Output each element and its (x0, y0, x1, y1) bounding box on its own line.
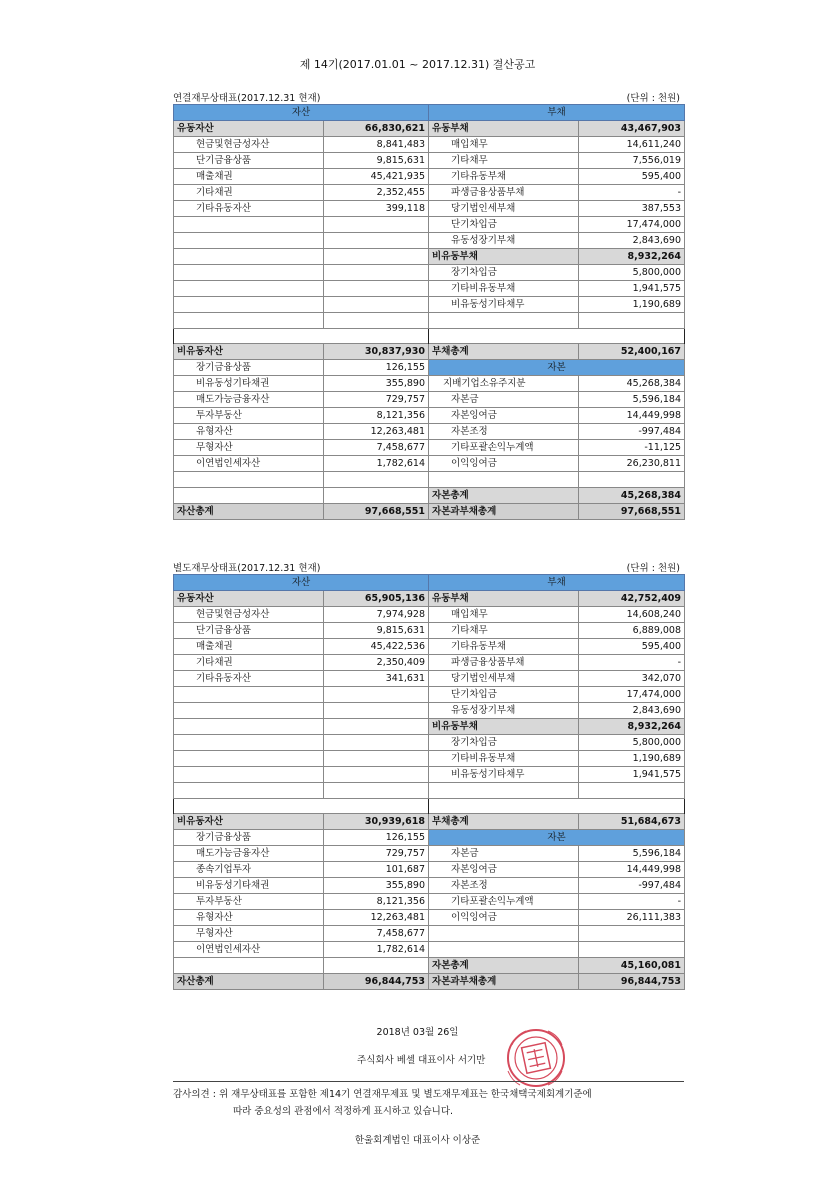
liability-label: 비유동성기타채무 (429, 767, 579, 783)
asset-label (174, 217, 324, 233)
table-row (174, 472, 685, 488)
row-gap (174, 328, 429, 344)
asset-amount: 1,782,614 (324, 942, 429, 958)
asset-label: 기타유동자산 (174, 671, 324, 687)
liability-amount (579, 783, 685, 799)
liability-label (429, 783, 579, 799)
table-row (174, 169, 685, 185)
balance-table (173, 574, 685, 990)
liability-amount: 1,190,689 (579, 297, 685, 313)
asset-label: 기타유동자산 (174, 201, 324, 217)
liability-amount: 14,449,998 (579, 862, 685, 878)
asset-label: 이연법인세자산 (174, 942, 324, 958)
asset-amount: 8,841,483 (324, 137, 429, 153)
table-row (174, 926, 685, 942)
table-row (174, 408, 685, 424)
table-row (174, 440, 685, 456)
liability-amount: 8,932,264 (579, 719, 685, 735)
asset-amount: 45,421,935 (324, 169, 429, 185)
liability-label: 단기차입금 (429, 217, 579, 233)
liability-amount: 43,467,903 (579, 121, 685, 137)
table-row (174, 687, 685, 703)
liability-amount: 1,941,575 (579, 767, 685, 783)
table-row (174, 878, 685, 894)
liability-label: 유동부채 (429, 591, 579, 607)
asset-amount (324, 313, 429, 329)
assets-header: 자산 (174, 575, 429, 591)
asset-label: 기타채권 (174, 185, 324, 201)
asset-amount (324, 488, 429, 504)
asset-amount: 126,155 (324, 360, 429, 376)
table-row (174, 607, 685, 623)
asset-amount (324, 233, 429, 249)
unit-label: (단위 : 천원) (626, 93, 680, 104)
asset-amount (324, 265, 429, 281)
asset-amount: 1,782,614 (324, 456, 429, 472)
total-amount: 97,668,551 (579, 504, 685, 520)
asset-label: 단기금융상품 (174, 153, 324, 169)
table-row (174, 281, 685, 297)
total-label: 자산총계 (174, 504, 324, 520)
liability-amount: 45,268,384 (579, 376, 685, 392)
liability-amount: 45,268,384 (579, 488, 685, 504)
asset-amount (324, 217, 429, 233)
asset-amount: 7,974,928 (324, 607, 429, 623)
table-row (174, 249, 685, 265)
liability-amount: 42,752,409 (579, 591, 685, 607)
asset-label (174, 233, 324, 249)
asset-label: 투자부동산 (174, 894, 324, 910)
liability-amount: -11,125 (579, 440, 685, 456)
table-row (174, 456, 685, 472)
table-row (174, 639, 685, 655)
asset-label (174, 735, 324, 751)
table-row (174, 201, 685, 217)
asset-label: 유동자산 (174, 591, 324, 607)
asset-label: 유형자산 (174, 424, 324, 440)
table-row (174, 121, 685, 137)
asset-label: 장기금융상품 (174, 830, 324, 846)
liability-label: 기타채무 (429, 623, 579, 639)
liability-amount: 52,400,167 (579, 344, 685, 360)
table-row (174, 424, 685, 440)
asset-amount: 66,830,621 (324, 121, 429, 137)
table-row (174, 313, 685, 329)
asset-amount (324, 281, 429, 297)
table-row (174, 735, 685, 751)
asset-amount: 45,422,536 (324, 639, 429, 655)
total-amount: 97,668,551 (324, 504, 429, 520)
liabilities-header: 부채 (429, 105, 685, 121)
liability-label (429, 313, 579, 329)
liability-amount: 595,400 (579, 639, 685, 655)
asset-amount (324, 297, 429, 313)
table-row (174, 265, 685, 281)
table-row (174, 297, 685, 313)
asset-label: 매출채권 (174, 169, 324, 185)
table-row (174, 814, 685, 830)
unit-label: (단위 : 천원) (626, 563, 680, 574)
balance-table (173, 104, 685, 520)
opinion-line: 따라 중요성의 관점에서 적정하게 표시하고 있습니다. (233, 1106, 454, 1117)
liability-label: 기타채무 (429, 153, 579, 169)
asset-label: 무형자산 (174, 926, 324, 942)
liability-amount: 7,556,019 (579, 153, 685, 169)
announcement-date: 2018년 03월 26일 (376, 1027, 459, 1038)
liability-amount: 14,611,240 (579, 137, 685, 153)
table-row (174, 233, 685, 249)
asset-label: 기타채권 (174, 655, 324, 671)
table-row (174, 137, 685, 153)
asset-amount: 12,263,481 (324, 424, 429, 440)
table-row (174, 798, 685, 814)
liability-label: 지배기업소유주지분 (429, 376, 579, 392)
table-row (174, 217, 685, 233)
table-row (174, 591, 685, 607)
asset-amount: 341,631 (324, 671, 429, 687)
liability-amount: 5,800,000 (579, 735, 685, 751)
table-row (174, 958, 685, 974)
table-row (174, 655, 685, 671)
liability-amount: - (579, 894, 685, 910)
liability-label: 유동부채 (429, 121, 579, 137)
liability-label: 자본잉여금 (429, 862, 579, 878)
liability-amount: 5,596,184 (579, 846, 685, 862)
asset-label (174, 265, 324, 281)
asset-amount: 12,263,481 (324, 910, 429, 926)
asset-label (174, 472, 324, 488)
consolidated-balance-sheet (173, 90, 684, 520)
company-signature: 주식회사 베셀 대표이사 서기만 (357, 1055, 486, 1066)
asset-label: 무형자산 (174, 440, 324, 456)
liability-label: 이익잉여금 (429, 456, 579, 472)
liability-label: 기타비유동부채 (429, 751, 579, 767)
liability-amount: 342,070 (579, 671, 685, 687)
row-gap (429, 798, 685, 814)
asset-amount (324, 687, 429, 703)
total-row (174, 504, 685, 520)
liability-label: 매입채무 (429, 137, 579, 153)
liability-label: 당기법인세부채 (429, 201, 579, 217)
table-row (174, 153, 685, 169)
asset-amount: 729,757 (324, 392, 429, 408)
liability-label: 장기차입금 (429, 735, 579, 751)
asset-amount: 30,939,618 (324, 814, 429, 830)
liability-label: 기타유동부채 (429, 169, 579, 185)
liability-label: 자본총계 (429, 488, 579, 504)
sheet-label: 연결재무상태표(2017.12.31 현재) (173, 93, 321, 104)
divider (173, 1081, 684, 1082)
asset-label: 매도가능금융자산 (174, 846, 324, 862)
liability-amount: 14,449,998 (579, 408, 685, 424)
liability-amount: 17,474,000 (579, 217, 685, 233)
opinion-line: 감사의견 : 위 재무상태표를 포함한 제14기 연결재무제표 및 별도재무제표는 한국채택국제회계기준에 (173, 1089, 592, 1100)
table-row (174, 671, 685, 687)
asset-amount: 355,890 (324, 376, 429, 392)
page-title: 제 14기(2017.01.01 ~ 2017.12.31) 결산공고 (299, 58, 536, 71)
liability-amount (579, 926, 685, 942)
asset-label (174, 719, 324, 735)
total-label: 자본과부채총계 (429, 974, 579, 990)
liabilities-header: 부채 (429, 575, 685, 591)
separate-balance-sheet (173, 560, 684, 990)
liability-amount: 1,941,575 (579, 281, 685, 297)
table-row (174, 783, 685, 799)
asset-label: 비유동성기타채권 (174, 376, 324, 392)
asset-label (174, 687, 324, 703)
asset-label: 비유동자산 (174, 344, 324, 360)
liability-amount: 2,843,690 (579, 703, 685, 719)
table-row (174, 376, 685, 392)
liability-label: 기타유동부채 (429, 639, 579, 655)
row-gap (429, 328, 685, 344)
asset-label: 매도가능금융자산 (174, 392, 324, 408)
table-row (174, 894, 685, 910)
row-gap (174, 798, 429, 814)
asset-label (174, 767, 324, 783)
liability-label: 부채총계 (429, 814, 579, 830)
asset-amount: 8,121,356 (324, 894, 429, 910)
asset-label (174, 703, 324, 719)
liability-amount: 26,111,383 (579, 910, 685, 926)
table-row (174, 185, 685, 201)
liability-amount (579, 942, 685, 958)
liability-amount: 5,596,184 (579, 392, 685, 408)
table-row (174, 862, 685, 878)
table-row (174, 846, 685, 862)
liability-label: 당기법인세부채 (429, 671, 579, 687)
liability-amount: 387,553 (579, 201, 685, 217)
table-row (174, 830, 685, 846)
asset-label (174, 281, 324, 297)
liability-label: 자본금 (429, 846, 579, 862)
asset-label: 매출채권 (174, 639, 324, 655)
table-row (174, 360, 685, 376)
asset-label (174, 249, 324, 265)
asset-amount (324, 703, 429, 719)
liability-label: 기타비유동부채 (429, 281, 579, 297)
liability-label: 파생금융상품부채 (429, 185, 579, 201)
liability-amount: 45,160,081 (579, 958, 685, 974)
liability-label: 비유동성기타채무 (429, 297, 579, 313)
liability-label: 비유동부채 (429, 719, 579, 735)
liability-amount: 26,230,811 (579, 456, 685, 472)
asset-label: 비유동자산 (174, 814, 324, 830)
asset-amount: 7,458,677 (324, 440, 429, 456)
table-row (174, 488, 685, 504)
asset-label: 종속기업투자 (174, 862, 324, 878)
liability-label: 단기차입금 (429, 687, 579, 703)
total-label: 자본과부채총계 (429, 504, 579, 520)
liability-amount (579, 313, 685, 329)
liability-label (429, 926, 579, 942)
liability-label: 기타포괄손익누계액 (429, 440, 579, 456)
table-row (174, 328, 685, 344)
asset-amount: 9,815,631 (324, 153, 429, 169)
liability-label: 기타포괄손익누계액 (429, 894, 579, 910)
assets-header: 자산 (174, 105, 429, 121)
asset-amount (324, 751, 429, 767)
asset-label: 유형자산 (174, 910, 324, 926)
asset-amount: 729,757 (324, 846, 429, 862)
asset-amount: 8,121,356 (324, 408, 429, 424)
liability-label: 부채총계 (429, 344, 579, 360)
asset-amount: 101,687 (324, 862, 429, 878)
liability-amount: 2,843,690 (579, 233, 685, 249)
asset-amount: 2,352,455 (324, 185, 429, 201)
liability-amount: 6,889,008 (579, 623, 685, 639)
liability-label (429, 472, 579, 488)
equity-header: 자본 (429, 830, 685, 846)
liability-amount: 8,932,264 (579, 249, 685, 265)
table-row (174, 392, 685, 408)
liability-amount: -997,484 (579, 878, 685, 894)
asset-amount: 9,815,631 (324, 623, 429, 639)
asset-amount: 355,890 (324, 878, 429, 894)
sheet-label: 별도재무상태표(2017.12.31 현재) (173, 563, 321, 574)
asset-label (174, 751, 324, 767)
asset-amount: 399,118 (324, 201, 429, 217)
liability-label: 자본조정 (429, 424, 579, 440)
total-label: 자산총계 (174, 974, 324, 990)
liability-amount: - (579, 655, 685, 671)
liability-amount: 595,400 (579, 169, 685, 185)
liability-label (429, 942, 579, 958)
liability-label: 비유동부채 (429, 249, 579, 265)
asset-amount (324, 783, 429, 799)
asset-amount (324, 472, 429, 488)
liability-label: 파생금융상품부채 (429, 655, 579, 671)
liability-label: 자본조정 (429, 878, 579, 894)
asset-amount: 2,350,409 (324, 655, 429, 671)
liability-amount: 17,474,000 (579, 687, 685, 703)
asset-label: 이연법인세자산 (174, 456, 324, 472)
table-row (174, 623, 685, 639)
table-row (174, 703, 685, 719)
asset-label: 장기금융상품 (174, 360, 324, 376)
asset-amount: 126,155 (324, 830, 429, 846)
table-row (174, 344, 685, 360)
asset-amount (324, 719, 429, 735)
total-amount: 96,844,753 (324, 974, 429, 990)
asset-label: 유동자산 (174, 121, 324, 137)
audit-opinion (173, 1086, 693, 1120)
liability-label: 매입채무 (429, 607, 579, 623)
total-amount: 96,844,753 (579, 974, 685, 990)
asset-amount (324, 958, 429, 974)
liability-label: 장기차입금 (429, 265, 579, 281)
table-row (174, 942, 685, 958)
asset-label: 투자부동산 (174, 408, 324, 424)
liability-label: 자본총계 (429, 958, 579, 974)
asset-label: 현금및현금성자산 (174, 137, 324, 153)
table-row (174, 719, 685, 735)
table-row (174, 910, 685, 926)
liability-amount: 14,608,240 (579, 607, 685, 623)
asset-label: 비유동성기타채권 (174, 878, 324, 894)
liability-label: 유동성장기부채 (429, 233, 579, 249)
liability-amount: 5,800,000 (579, 265, 685, 281)
liability-amount: - (579, 185, 685, 201)
asset-label (174, 783, 324, 799)
asset-label (174, 297, 324, 313)
liability-amount: 1,190,689 (579, 751, 685, 767)
liability-label: 이익잉여금 (429, 910, 579, 926)
table-row (174, 751, 685, 767)
asset-label: 단기금융상품 (174, 623, 324, 639)
asset-amount (324, 249, 429, 265)
asset-label (174, 958, 324, 974)
auditor-signature: 한울회계법인 대표이사 이상준 (354, 1135, 481, 1146)
liability-amount: -997,484 (579, 424, 685, 440)
asset-amount (324, 767, 429, 783)
liability-amount: 51,684,673 (579, 814, 685, 830)
liability-amount (579, 472, 685, 488)
liability-label: 유동성장기부채 (429, 703, 579, 719)
liability-label: 자본잉여금 (429, 408, 579, 424)
equity-header: 자본 (429, 360, 685, 376)
table-row (174, 767, 685, 783)
asset-amount (324, 735, 429, 751)
asset-label: 현금및현금성자산 (174, 607, 324, 623)
total-row (174, 974, 685, 990)
asset-amount: 7,458,677 (324, 926, 429, 942)
asset-label (174, 313, 324, 329)
asset-amount: 30,837,930 (324, 344, 429, 360)
liability-label: 자본금 (429, 392, 579, 408)
asset-label (174, 488, 324, 504)
asset-amount: 65,905,136 (324, 591, 429, 607)
